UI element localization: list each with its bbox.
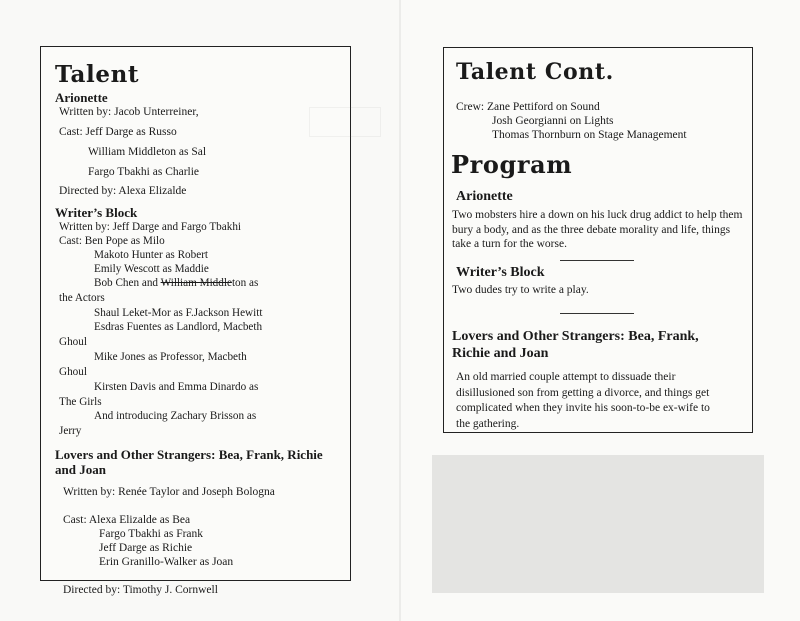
writers-block-cast-line: Emily Wescott as Maddie [94, 263, 209, 275]
program-item-title: Arionette [456, 189, 513, 204]
program-item-title: Writer’s Block [456, 265, 545, 280]
writers-block-cast-line: Ghoul [59, 336, 87, 348]
divider [560, 313, 634, 314]
lovers-cast-line: Jeff Darge as Richie [99, 542, 193, 554]
writers-block-cast-line: Esdras Fuentes as Landlord, Macbeth [94, 321, 263, 333]
crew-line: Josh Georgianni on Lights [492, 115, 614, 127]
arionette-written: Written by: Jacob Unterreiner, [59, 106, 199, 118]
writers-block-cast-line: the Actors [59, 292, 105, 304]
writers-block-cast-line: Shaul Leket-Mor as F.Jackson Hewitt [94, 307, 263, 319]
writers-block-heading: Writer’s Block [55, 205, 138, 220]
program-item-title-2: Richie and Joan [452, 346, 549, 361]
lovers-cast-line: Fargo Tbakhi as Frank [99, 528, 204, 540]
bob-chen-text-end: ton as [231, 277, 259, 289]
arionette-cast-2: William Middleton as Sal [88, 146, 207, 158]
program-item-desc: Two mobsters hire a down on his luck drug addict to help them bury a body, and as the three debate morality and life, things take a turn for the worse. [452, 209, 743, 250]
arionette-cast-3: Fargo Tbakhi as Charlie [88, 166, 200, 178]
lovers-heading: Lovers and Other Strangers: Bea, Frank, Richie [55, 447, 323, 462]
writers-block-cast-line: And introducing Zachary Brisson as [94, 410, 257, 422]
writers-block-cast-line: Ghoul [59, 366, 87, 378]
lovers-heading-2: and Joan [55, 462, 106, 477]
program-item-desc: An old married couple attempt to dissuade their disillusioned son from getting a divorce, and things get complicated when they invite his soon-to-be ex-wife to the gathering. [456, 371, 710, 430]
divider [560, 260, 634, 261]
program-item-desc: Two dudes try to write a play. [452, 284, 589, 296]
page-fold [399, 0, 401, 621]
crew-line: Crew: Zane Pettiford on Sound [456, 101, 600, 113]
bleed-through-mark [309, 107, 381, 137]
talent-cont-title: Talent Cont. [456, 59, 614, 85]
writers-block-cast-line: The Girls [59, 396, 102, 408]
lovers-written: Written by: Renée Taylor and Joseph Bologna [63, 486, 275, 498]
struck-text: William Middle [160, 277, 232, 289]
lovers-cast: Cast: Alexa Elizalde as Bea [63, 514, 191, 526]
blank-gray-area [432, 455, 764, 593]
talent-cont-panel [443, 47, 753, 433]
crew-line: Thomas Thornburn on Stage Management [492, 129, 687, 141]
program-title: Program [451, 150, 573, 179]
writers-block-cast-line: Makoto Hunter as Robert [94, 249, 209, 261]
writers-block-cast-line [94, 277, 258, 289]
writers-block-cast-line: Jerry [59, 425, 82, 437]
lovers-directed: Directed by: Timothy J. Cornwell [63, 584, 218, 596]
writers-block-cast-line: Mike Jones as Professor, Macbeth [94, 351, 247, 363]
bob-chen-text: Bob Chen and [94, 277, 161, 289]
program-item-title: Lovers and Other Strangers: Bea, Frank, [452, 329, 699, 344]
arionette-directed: Directed by: Alexa Elizalde [59, 185, 187, 197]
writers-block-cast-line: Kirsten Davis and Emma Dinardo as [94, 381, 259, 393]
talent-title: Talent [55, 61, 140, 88]
arionette-heading: Arionette [55, 90, 108, 105]
writers-block-cast: Cast: Ben Pope as Milo [59, 235, 165, 247]
arionette-cast: Cast: Jeff Darge as Russo [59, 126, 177, 138]
talent-panel [40, 46, 351, 596]
writers-block-written: Written by: Jeff Darge and Fargo Tbakhi [59, 221, 242, 233]
lovers-cast-line: Erin Granillo-Walker as Joan [99, 556, 234, 568]
